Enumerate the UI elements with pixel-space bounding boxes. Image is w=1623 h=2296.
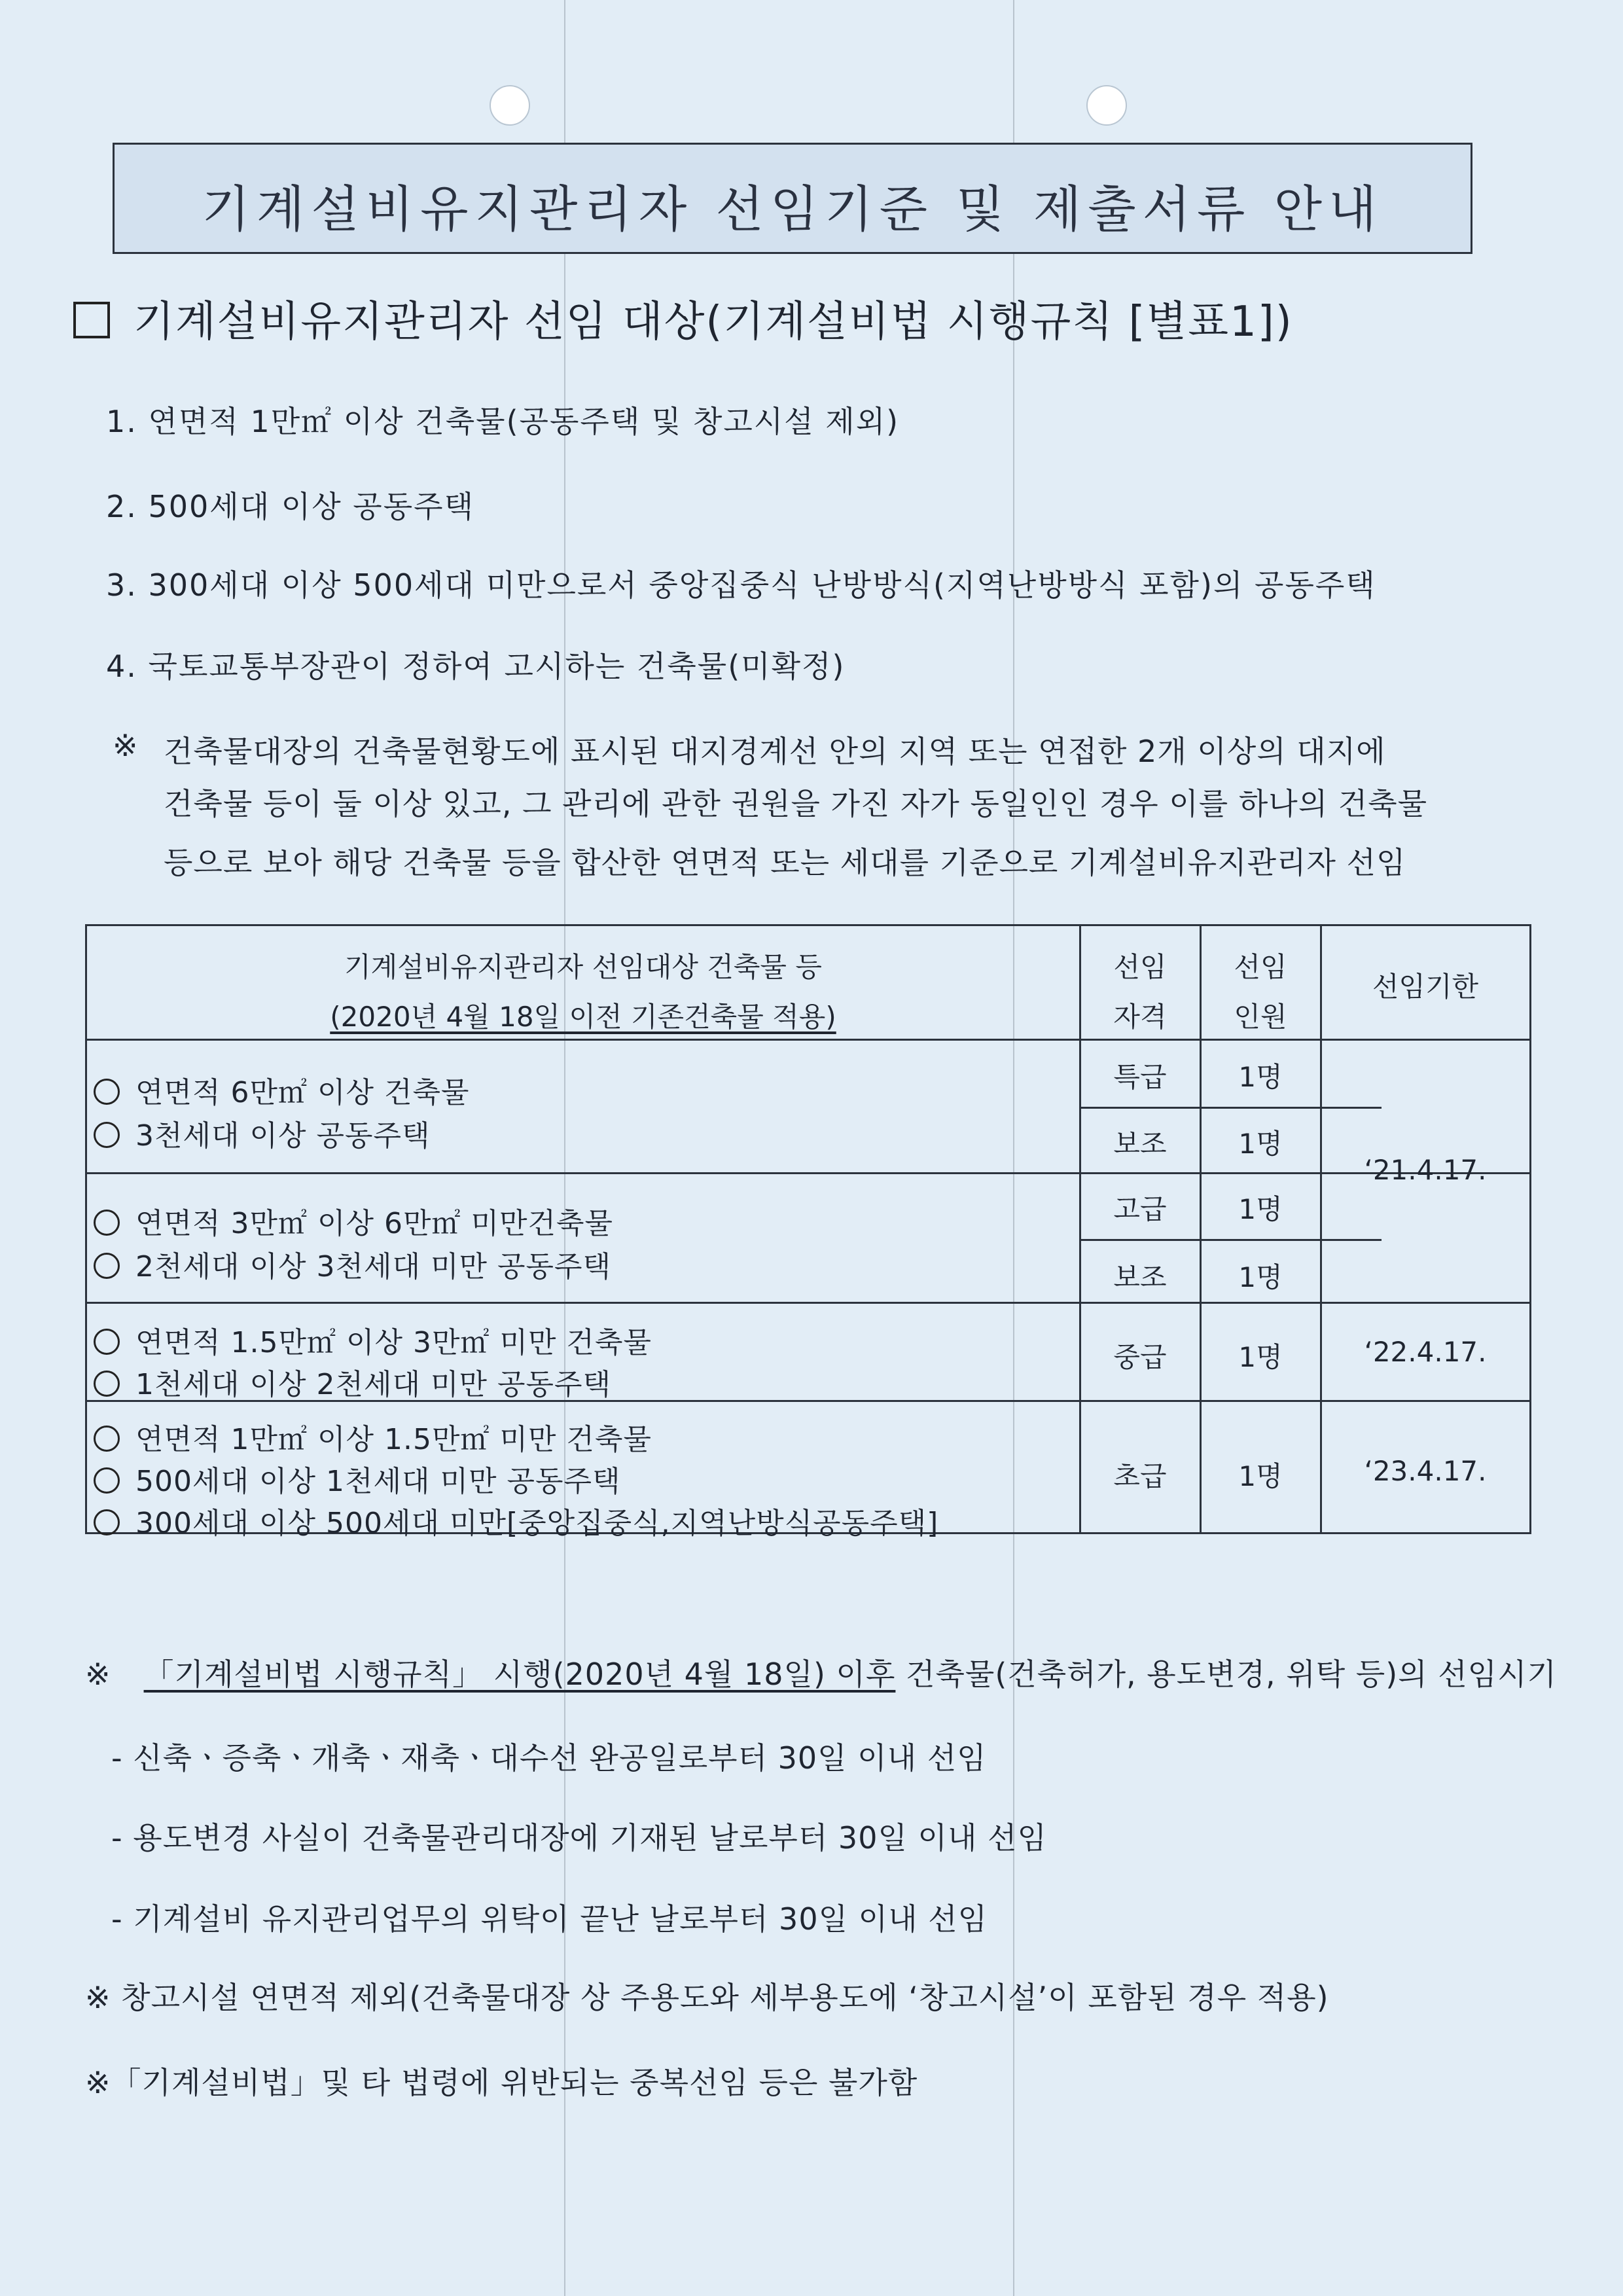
- count-cell: 1명: [1238, 1460, 1283, 1492]
- punch-hole: [490, 85, 530, 126]
- header-target: 기계설비유지관리자 선임대상 건축물 등 (2020년 4월 18일 이전 기존건축물 적용): [330, 951, 836, 1033]
- circle-icon: [94, 1210, 120, 1236]
- circle-icon: [94, 1371, 120, 1397]
- circle-icon: [94, 1509, 120, 1535]
- table-row: 3천세대 이상 공동주택: [94, 1112, 431, 1154]
- grade-cell: 중급: [1113, 1341, 1167, 1373]
- header-count: 선임 인원: [1234, 951, 1287, 1033]
- table-row: 연면적 1.5만㎡ 이상 3만㎡ 미만 건축물: [94, 1319, 652, 1361]
- dash-item: - 기계설비 유지관리업무의 위탁이 끝난 날로부터 30일 이내 선임: [111, 1901, 988, 1937]
- warehouse-note: ※ 창고시설 연면적 제외(건축물대장 상 주용도와 세부용도에 ‘창고시설’이 포함된 경우 적용): [85, 1980, 1329, 2015]
- count-cell: 1명: [1238, 1128, 1283, 1160]
- header-qualification: 선임 자격: [1113, 951, 1167, 1033]
- target-item: 3. 300세대 이상 500세대 미만으로서 중앙집중식 난방방식(지역난방방식 포함)의 공동주택: [106, 567, 1376, 603]
- punch-hole: [1086, 85, 1127, 126]
- count-cell: 1명: [1238, 1193, 1283, 1225]
- title-box: [113, 143, 1472, 254]
- table-row: 연면적 3만㎡ 이상 6만㎡ 미만건축물: [94, 1200, 613, 1242]
- dash-item: - 용도변경 사실이 건축물관리대장에 기재된 날로부터 30일 이내 선임: [111, 1820, 1047, 1856]
- page-title: 기계설비유지관리자 선임기준 및 제출서류 안내: [202, 180, 1383, 238]
- grade-cell: 고급: [1113, 1193, 1167, 1225]
- grade-cell: 보조: [1113, 1261, 1167, 1293]
- selection-table: [85, 924, 1531, 1540]
- circle-icon: [94, 1426, 120, 1452]
- checkbox-square-icon: [73, 302, 110, 338]
- grade-cell: 초급: [1113, 1460, 1167, 1492]
- table-row: 1천세대 이상 2천세대 미만 공동주택: [94, 1361, 611, 1403]
- target-item: 1. 연면적 1만㎡ 이상 건축물(공동주택 및 창고시설 제외): [106, 404, 900, 439]
- count-cell: 1명: [1238, 1061, 1283, 1093]
- table-row: 연면적 6만㎡ 이상 건축물: [94, 1069, 470, 1111]
- deadline-cell: ‘21.4.17.: [1364, 1154, 1487, 1186]
- circle-icon: [94, 1329, 120, 1355]
- circle-icon: [94, 1122, 120, 1148]
- circle-icon: [94, 1079, 120, 1105]
- grade-cell: 보조: [1113, 1128, 1167, 1160]
- note-line: 건축물 등이 둘 이상 있고, 그 관리에 관한 권원을 가진 자가 동일인인 경우 이를 하나의 건축물: [164, 786, 1428, 821]
- dash-item: - 신축ㆍ증축ㆍ개축ㆍ재축ㆍ대수선 완공일로부터 30일 이내 선임: [111, 1740, 987, 1776]
- note-mark: ※: [113, 728, 138, 763]
- target-item: 2. 500세대 이상 공동주택: [106, 489, 475, 524]
- note-line: 등으로 보아 해당 건축물 등을 합산한 연면적 또는 세대를 기준으로 기계설비유지관리자 선임: [164, 845, 1406, 880]
- target-item: 4. 국토교통부장관이 정하여 고시하는 건축물(미확정): [106, 649, 846, 684]
- section-heading: [73, 288, 1293, 348]
- note-line: 건축물대장의 건축물현황도에 표시된 대지경계선 안의 지역 또는 연접한 2개 이상의 대지에: [164, 734, 1386, 769]
- circle-icon: [94, 1253, 120, 1279]
- table-row: 연면적 1만㎡ 이상 1.5만㎡ 미만 건축물: [94, 1416, 652, 1458]
- deadline-cell: ‘22.4.17.: [1364, 1336, 1487, 1368]
- table-row: 300세대 이상 500세대 미만[중앙집중식,지역난방식공동주택]: [94, 1499, 938, 1541]
- count-cell: 1명: [1238, 1261, 1283, 1293]
- section-heading-text: 기계설비유지관리자 선임 대상(기계설비법 시행규칙 [별표1]): [134, 298, 1293, 346]
- circle-icon: [94, 1467, 120, 1494]
- header-deadline: 선임기한: [1372, 971, 1479, 1003]
- enforcement-note: ※ 「기계설비법 시행규칙」 시행(2020년 4월 18일) 이후 건축물(건축허가, 용도변경, 위탁 등)의 선임시기: [85, 1657, 1557, 1692]
- count-cell: 1명: [1238, 1341, 1283, 1373]
- table-row: 2천세대 이상 3천세대 미만 공동주택: [94, 1243, 611, 1285]
- duplicate-note: ※「기계설비법」및 타 법령에 위반되는 중복선임 등은 불가함: [85, 2065, 918, 2100]
- table-row: 500세대 이상 1천세대 미만 공동주택: [94, 1458, 620, 1499]
- grade-cell: 특급: [1113, 1061, 1167, 1093]
- deadline-cell: ‘23.4.17.: [1364, 1455, 1487, 1487]
